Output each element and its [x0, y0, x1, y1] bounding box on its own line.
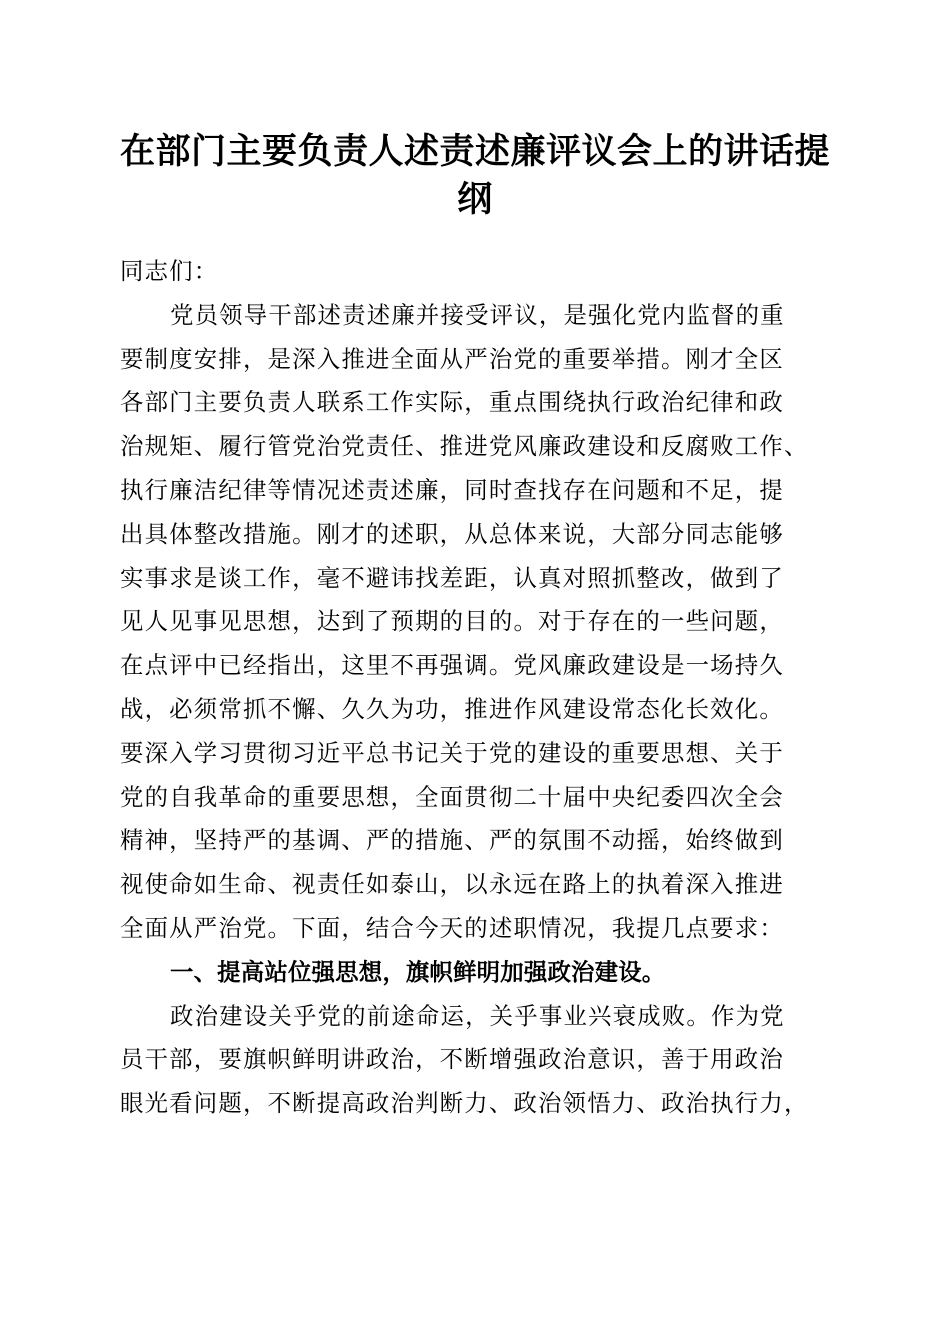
paragraph-line: 精神，坚持严的基调、严的措施、严的氛围不动摇，始终做到 [120, 826, 784, 855]
section-paragraph-line: 政治建设关乎党的前途命运，关乎事业兴衰成败。作为党 [170, 1001, 785, 1030]
paragraph-line: 执行廉洁纪律等情况述责述廉，同时查找存在问题和不足，提 [120, 475, 784, 504]
paragraph-line: 全面从严治党。下面，结合今天的述职情况，我提几点要求： [120, 913, 784, 942]
document-title: 在部门主要负责人述责述廉评议会上的讲话提纲 [119, 131, 830, 220]
greeting: 同志们： [120, 257, 219, 285]
paragraph-line: 治规矩、履行管党治党责任、推进党风廉政建设和反腐败工作、 [120, 432, 809, 461]
paragraph-line: 要深入学习贯彻习近平总书记关于党的建设的重要思想、关于 [120, 738, 784, 767]
paragraph-line: 党的自我革命的重要思想，全面贯彻二十届中央纪委四次全会 [120, 782, 784, 811]
section-paragraph-line: 员干部，要旗帜鲜明讲政治，不断增强政治意识，善于用政治 [120, 1045, 784, 1074]
paragraph-line: 各部门主要负责人联系工作实际，重点围绕执行政治纪律和政 [120, 388, 784, 417]
document-body [120, 250, 832, 1126]
paragraph-line: 见人见事见思想，达到了预期的目的。对于存在的一些问题， [120, 607, 784, 636]
section-paragraph-line: 眼光看问题，不断提高政治判断力、政治领悟力、政治执行力， [120, 1089, 809, 1118]
paragraph-line: 党员领导干部述责述廉并接受评议，是强化党内监督的重 [170, 300, 785, 329]
paragraph-line: 实事求是谈工作，毫不避讳找差距，认真对照抓整改，做到了 [120, 563, 784, 592]
paragraph-line: 在点评中已经指出，这里不再强调。党风廉政建设是一场持久 [120, 651, 784, 680]
paragraph-line: 战，必须常抓不懈、久久为功，推进作风建设常态化长效化。 [120, 694, 784, 723]
section-heading: 一、提高站位强思想，旗帜鲜明加强政治建设。 [170, 957, 666, 986]
paragraph-line: 要制度安排，是深入推进全面从严治党的重要举措。刚才全区 [120, 344, 784, 373]
paragraph-line: 视使命如生命、视责任如泰山，以永远在路上的执着深入推进 [120, 870, 784, 899]
paragraph-line: 出具体整改措施。刚才的述职，从总体来说，大部分同志能够 [120, 519, 784, 548]
